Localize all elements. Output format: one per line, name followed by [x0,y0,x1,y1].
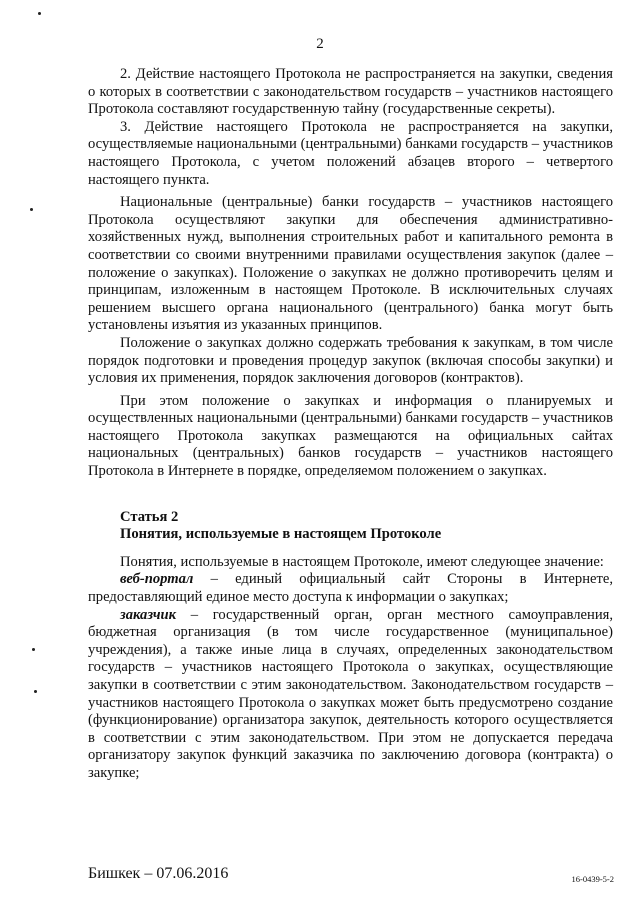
definition-text: – единый официальный сайт Стороны в Интернете, предоставляющий единое место доступа к информации о закупках; [88,571,613,606]
definitions-intro: Понятия, используемые в настоящем Протоколе, имеют следующее значение: [120,553,604,570]
footer-doc-code: 16-0439-5-2 [571,874,614,884]
article-number: Статья 2 [120,508,179,525]
page-number: 2 [316,36,324,52]
definition-item [88,571,613,606]
document-body [88,66,613,783]
scan-speck [38,12,41,15]
definition-text: – государственный орган, орган местного самоуправления, бюджетная организация (в том числе государственное (муниципальное) учреждения), а также иные лица в случаях, определенных законодательством государств – участников настоящего Протокола о закупках, осуществляющие закупки в соответствии с этим законодательством. Законодательством государств – участников настоящего Протокола о закупках может быть предусмотрено создание (функционирование) организатора закупок, деятельность которого осуществляется в соответствии с этим законодательством. При этом не допускается передача организатору закупок функций заказчика по заключению договора (контракта) о закупке; [88,606,613,781]
definition-item [88,607,613,783]
paragraph: 2. Действие настоящего Протокола не распространяется на закупки, сведения о которых в соответствии с законодательством государств – участников настоящего Протокола составляют государственную тайну (государственные секреты). [88,66,613,118]
scan-speck [30,208,33,211]
definition-term: веб-портал [120,571,194,588]
paragraph: При этом положение о закупках и информация о планируемых и осуществленных национальными (центральными) банками государств – участников настоящего Протокола закупках размещаются на официальных сайтах национальных (центральных) банков государств – участников настоящего Протокола в Интернете в порядке, определяемом положением о закупках. [88,392,613,480]
paragraph: Национальные (центральные) банки государств – участников настоящего Протокола осуществляют закупки для обеспечения административно-хозяйственных нужд, выполнения строительных работ и капитального ремонта в соответствии со своими внутренними правилами осуществления закупок (далее – положение о закупках). Положение о закупках не должно противоречить целям и принципам, изложенным в настоящем Протоколе. В исключительных случаях решением высшего органа национального (центрального) банка могут быть установлены изъятия из указанных принципов. [88,194,613,334]
paragraph: Положение о закупках должно содержать требования к закупкам, в том числе порядок подготовки и проведения процедур закупок (включая способы закупки) и условия их применения, порядок заключения договоров (контрактов). [88,334,613,387]
definition-term: заказчик [120,606,176,623]
article-title: Понятия, используемые в настоящем Протоколе [120,526,442,543]
scan-speck [32,648,35,651]
footer-place-date: Бишкек – 07.06.2016 [88,865,229,882]
paragraph: 3. Действие настоящего Протокола не распространяется на закупки, осуществляемые национальными (центральными) банками государств – участников настоящего Протокола, с учетом положений абзацев второго – четвертого настоящего пункта. [88,118,613,188]
scan-speck [34,690,37,693]
